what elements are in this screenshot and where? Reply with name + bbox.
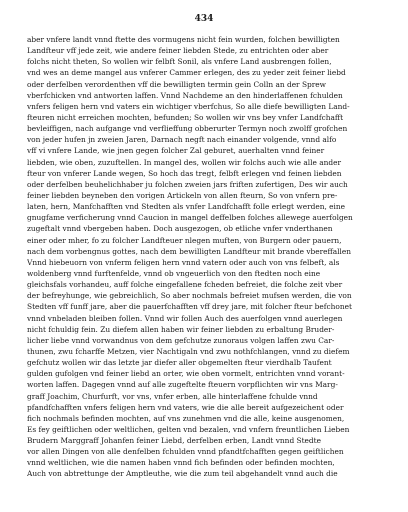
text-line: fich nochmals befinden mochten, auf vns zunehmen vnd die alle, keine ausgenomen, (27, 413, 345, 423)
text-line: nach dem vorbengnus gottes, nach dem bewilligten Landfteur mit brande vbereffallen (27, 246, 352, 256)
text-line: Landfteur vff jede zeit, wie andere feiner liebden Stede, zu entrichten oder aber (27, 46, 329, 56)
text-line: bevleiffigen, nach aufgange vnd verflieffung obberurter Termyn noch zwolff grofchen (27, 124, 348, 134)
text-line: vnnd weltlichen, wie die namen haben vnnd fich befinden oder befinden mochten, (27, 458, 335, 468)
text-line: woldenberg vnnd furftenfelde, vnnd ob vngeuerlich von den ftedten noch eine (27, 268, 321, 278)
text-line: Auch von abtrettunge der Amptleuthe, wie die zum teil abgehandelt vnnd auch die (27, 469, 338, 479)
text-line: Es fey geiftlichen oder weltlichen, gelten vnd bezalen, vnd vnfern freuntlichen Lieben (27, 424, 350, 434)
text-line: licher liebe vnnd vorwandnus von dem gefchutze zunoraus volgen laffen zwu Car- (27, 335, 335, 345)
text-line: vnd wes an deme mangel aus vnferer Cammer erlegen, des zu yeder zeit feiner liebd (27, 68, 346, 78)
text-line: einer oder mher, fo zu folcher Landfteuer nlegen muften, von Burgern oder pauern, (27, 235, 342, 245)
text-line: aber vnfere landt vnnd ftette des vormugens nicht fein wurden, folchen bewilligten (27, 35, 340, 44)
text-line: von jeder hufen jn zweien Jaren, Darnach negft nach einander volgende, vnnd alfo (27, 135, 337, 145)
text-line: Stedten vff funff jare, aber die pauerfchafften vff drey jare, mit folcher fteur befchonet (27, 302, 352, 312)
text-line: Vnnd hiebeuorn von vnferm feligen hern vnnd vatern oder auch von vns felbeft, als (27, 257, 340, 267)
page-number: 434 (194, 14, 214, 24)
text-line: zugeftalt vnnd vbergeben haben. Doch ausgezogen, ob etliche vnfer vnderthanen (27, 224, 333, 234)
text-line: fteuren nicht erreichen mochten, befunden; So wollen wir vns bey vnfer Landfchafft (27, 112, 344, 122)
text-line: vff vi vnfere Lande, wie jnen gegen folcher Zal geburet, auerhalten vnnd feiner (27, 146, 325, 156)
text-line: laten, hern, Manfchafften vnd Stedten als vnfer Landfchafft folle erlegt werden, eine (27, 202, 346, 212)
text-line: gulden gufolgen vnd feiner liebd an orter, wie oben vormelt, entrichten vnnd vorant- (27, 369, 345, 379)
text-line: oder derfelben verordenthen vff die bewilligten termin gein Colln an der Sprew (27, 79, 326, 89)
text-line: graff Joachim, Churfurft, vor vns, vnfer erben, alle hinterlaffene fchulde vnnd (27, 391, 318, 401)
text-line: vnfers feligen hern vnd vaters ein wichtiger vberfchus, So alle diefe bewilligten Land- (27, 101, 350, 111)
text-line: fteur von vnferer Lande wegen, So hoch das tregt, felbft erlegen vnd feinen liebden (27, 168, 342, 178)
text-line: pfandfchafften vnfers feligen hern vnd vaters, wie die alle bereit aufgezeichent oder (27, 402, 344, 412)
body-text (27, 34, 383, 480)
text-line: thunen, zwu fcharffe Metzen, vier Nachtigaln vnd zwu nothfchlangen, vnnd zu diefem (27, 346, 350, 356)
text-line: vnnd vnbeladen bleiben follen. Vnnd wir follen Auch des auerfolgen vnnd auerlegen (27, 313, 343, 323)
text-line: Brudern Marggraff Johanfen feiner Liebd, derfelben erben, Landt vnnd Stedte (27, 436, 322, 446)
text-line: oder derfelben beuhelichhaber ju folchen zweien jars friften zufertigen, Des wir auch (27, 179, 348, 189)
text-line: feiner liebden beyneben den vorigen Artickeln von allen fteurn, So von vnfern pre- (27, 190, 338, 200)
text-line: nicht fchuldig fein. Zu diefem allen haben wir feiner liebden zu erbaltung Bruder- (27, 324, 335, 334)
text-line: folchs nicht theten, So wollen wir felbft Sonil, als vnfere Land ausbrengen follen, (27, 57, 332, 67)
text-line: liebden, wie oben, zuzuftellen. In mangel des, wollen wir folchs auch wie alle ander (27, 157, 342, 167)
text-line: vberfchicken vnd antworten laffen. Vnnd Nachdeme an den hinderlaffenen fchulden (27, 90, 343, 100)
text-line: der befreyhunge, wie gebreichlich, So aber nochmals befreiet mufsen werden, die von (27, 291, 352, 301)
text-line: gnugfame verficherung vnnd Caucion in mangel deffelben folches allewege auerfolgen (27, 213, 353, 223)
text-line: gleichsfals vorhandeu, auff folche eingefallene fcheden befreiet, die folche zeit vber (27, 280, 343, 290)
text-line: worten laffen. Dagegen vnnd auf alle zugeftelte fteuern vorpflichten wir vns Marg- (27, 380, 338, 390)
text-line: gefchutz wollen wir das letzte jar diefer aller obgemelten fteur vierdhalb Taufent (27, 358, 332, 368)
text-line: vor allen Dingen von alle denfelben fchulden vnnd pfandtfchafften gegen geiftlichen (27, 447, 344, 457)
